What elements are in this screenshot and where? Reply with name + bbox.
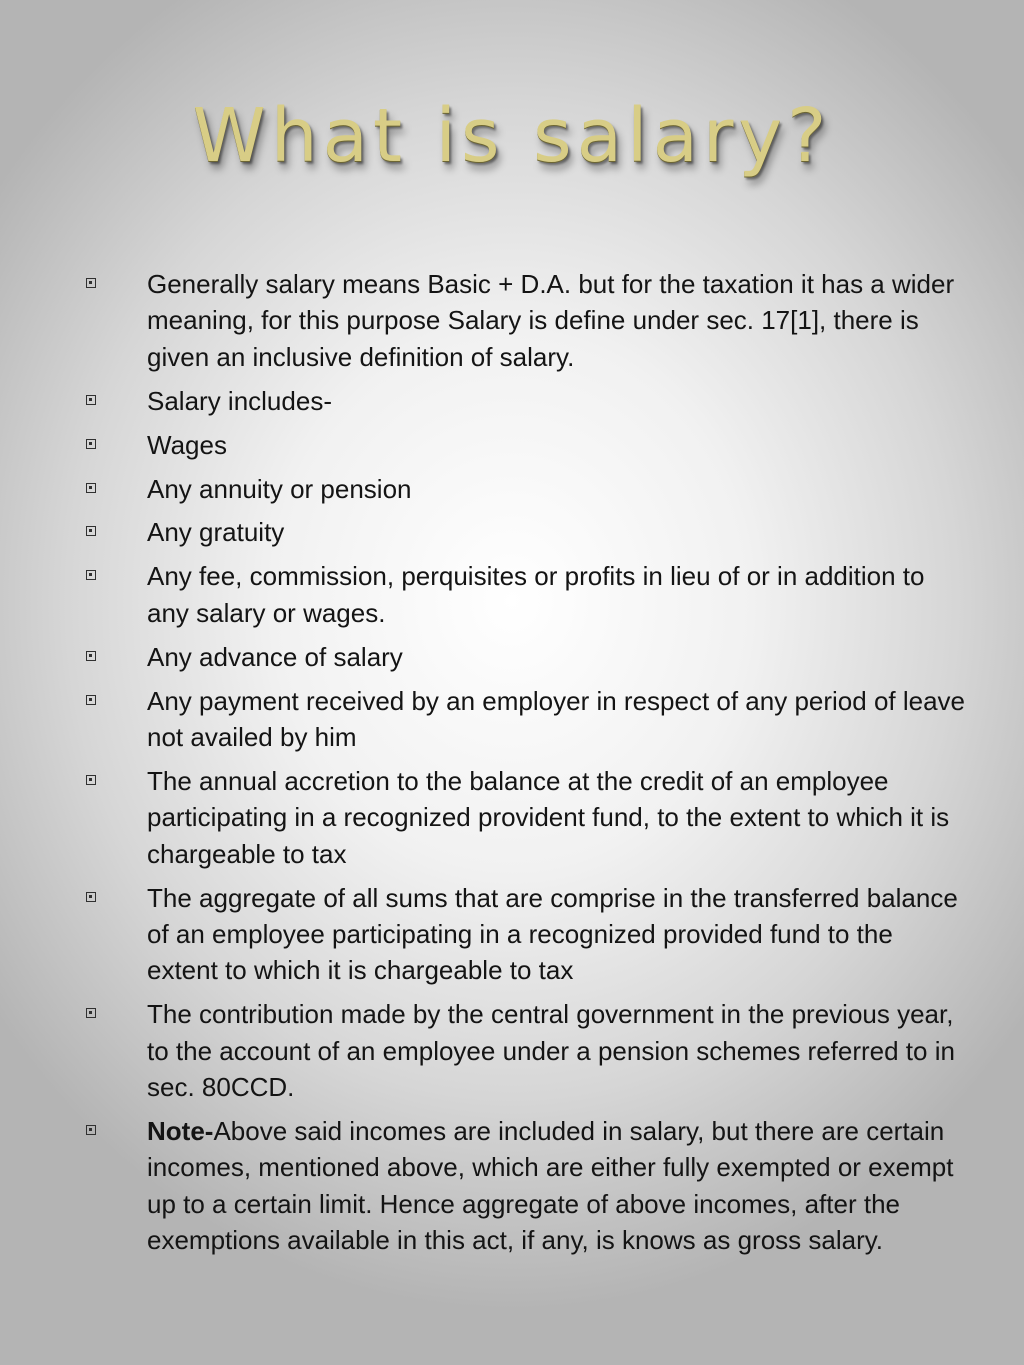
square-bullet-icon [86,439,96,449]
bullet-text: Any advance of salary [147,641,403,672]
bullet-list [86,266,966,1266]
square-bullet-icon [86,395,96,405]
bullet-item [86,514,966,550]
bullet-item [86,266,966,375]
bullet-item [86,763,966,872]
square-bullet-icon [86,651,96,661]
note-text: Above said incomes are included in salary, but there are certain incomes, mentioned above, which are either fully exempted or exempt up to a certain limit. Hence aggregate of above incomes, after the exemptions available in this act, if any, is knows as gross salary. [147,1116,954,1256]
square-bullet-icon [86,775,96,785]
square-bullet-icon [86,570,96,580]
bullet-text: The contribution made by the central government in the previous year, to the account of an employee under a pension schemes referred to in sec. 80CCD. [147,999,955,1103]
bullet-text: The annual accretion to the balance at the credit of an employee participating in a recognized provident fund, to the extent to which it is chargeable to tax [147,765,950,869]
bullet-item [86,880,966,989]
square-bullet-icon [86,526,96,536]
square-bullet-icon [86,1125,96,1135]
note-item [86,1113,966,1259]
square-bullet-icon [86,278,96,288]
bullet-item [86,639,966,675]
bullet-text: The aggregate of all sums that are comprise in the transferred balance of an employee participating in a recognized provided fund to the extent to which it is chargeable to tax [147,882,958,986]
note-label: Note- [147,1116,214,1147]
bullet-item [86,471,966,507]
bullet-text: Any gratuity [147,517,285,548]
bullet-item [86,683,966,756]
bullet-text: Any fee, commission, perquisites or profits in lieu of or in addition to any salary or wages. [147,561,925,628]
bullet-item [86,558,966,631]
bullet-text: Generally salary means Basic + D.A. but for the taxation it has a wider meaning, for this purpose Salary is define under sec. 17[1], there is given an inclusive definition of salary. [147,269,955,372]
bullet-item [86,996,966,1105]
bullet-item [86,427,966,463]
square-bullet-icon [86,695,96,705]
bullet-text: Wages [147,429,227,460]
bullet-text: Any annuity or pension [147,473,412,504]
bullet-text: Any payment received by an employer in respect of any period of leave not availed by him [147,685,966,752]
bullet-item [86,383,966,419]
square-bullet-icon [86,483,96,493]
square-bullet-icon [86,892,96,902]
bullet-text: Salary includes- [147,385,332,416]
square-bullet-icon [86,1008,96,1018]
slide-title: What is salary? [192,93,832,179]
